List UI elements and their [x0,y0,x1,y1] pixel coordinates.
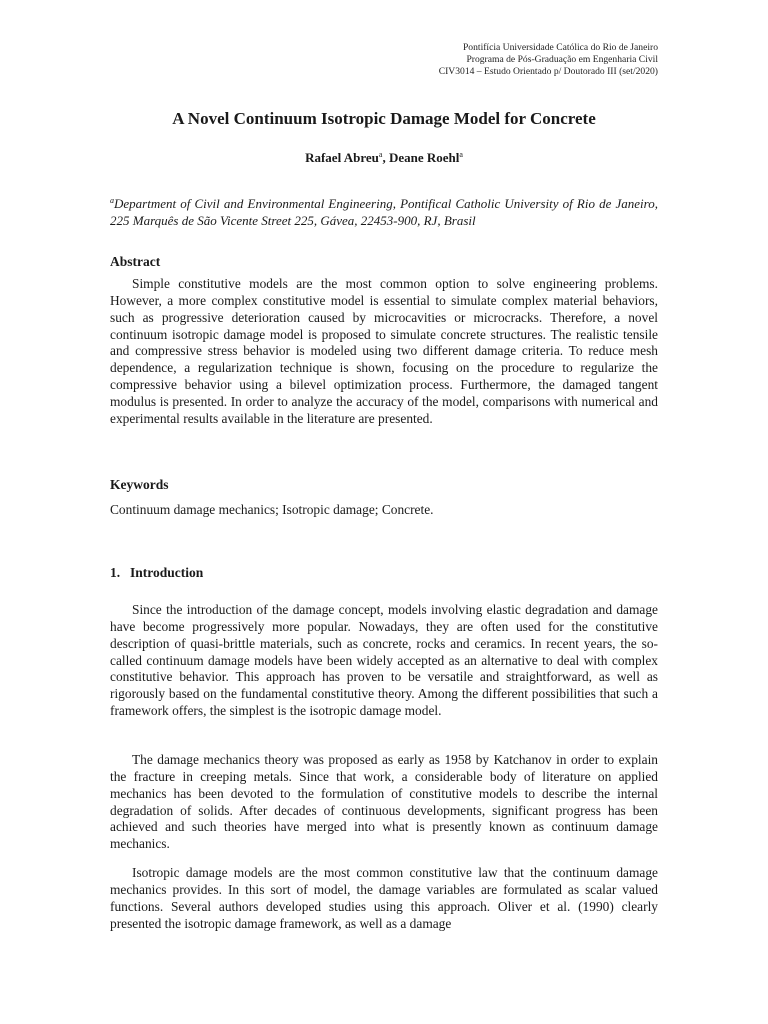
author-separator: , [382,150,389,165]
affiliation-text: Department of Civil and Environmental Engineering, Pontifical Catholic University of Rio de Janeiro, 225 Marquês de São Vicente Street 225, Gávea, 22453-900, RJ, Brasil [110,196,658,228]
affiliation-marker: a [459,150,463,159]
section-title: Introduction [130,565,204,580]
header-course: CIV3014 – Estudo Orientado p/ Doutorado III (set/2020) [438,66,658,77]
affiliation-marker: a [110,196,114,205]
institution-header [439,42,658,78]
abstract-heading: Abstract [110,254,161,269]
author-name: Rafael Abreu [305,150,379,165]
affiliation-marker: a [378,150,383,159]
intro-paragraph: Since the introduction of the damage concept, models involving elastic degradation and damage have become progressively more popular. Nowadays, they are often used for the constitutive description of quasi-brittle materials, such as concrete, rocks and ceramics. In recent years, the so-called continuum damage models have been widely accepted as an alternative to deal with complex constitutive behavior. This approach has proven to be versatile and straightforward, as well as rigorously based on the fundamental constitutive theory. Among the different possibilities that such a framework offers, the simplest is the isotropic damage model. [110,602,658,719]
author-name: Deane Roehl [388,150,460,165]
section-number: 1. [110,565,121,580]
intro-paragraph: The damage mechanics theory was proposed as early as 1958 by Katchanov in order to explain the fracture in creeping metals. Since that work, a considerable body of literature on applied mechanics has been devoted to the formulation of constitutive models to describe the internal degradation of solids. After decades of continuous developments, significant progress has been achieved and such theories have merged into what is presently known as continuum damage mechanics. [110,752,658,852]
paper-title: A Novel Continuum Isotropic Damage Model for Concrete [172,109,596,128]
keywords-heading: Keywords [110,477,169,492]
intro-paragraph: Isotropic damage models are the most common constitutive law that the continuum damage mechanics provides. In this sort of model, the damage variables are formulated as scalar valued functions. Several authors developed studies using this approach. Oliver et al. (1990) clearly presented the isotropic damage framework, as well as a damage [110,865,658,931]
keywords-text: Continuum damage mechanics; Isotropic damage; Concrete. [110,502,434,517]
header-university: Pontifícia Universidade Católica do Rio de Janeiro [462,42,658,53]
author-list [0,150,768,166]
header-program: Programa de Pós-Graduação em Engenharia Civil [466,54,658,65]
abstract-text: Simple constitutive models are the most common option to solve engineering problems. However, a more complex constitutive model is essential to simulate complex material behaviors, such as progressive deterioration caused by microcavities or microcracks. Therefore, a novel continuum isotropic damage model is proposed to simulate concrete structures. The realistic tensile and compressive stress behavior is modeled using two different damage criteria. To reduce mesh dependence, a regularization technique is shown, focusing on the procedure to regularize the compressive behavior using a bilevel optimization process. Furthermore, the damaged tangent modulus is presented. In order to analyze the accuracy of the model, comparisons with numerical and experimental results available in the literature are presented. [110,276,658,426]
section-heading-introduction [110,565,203,581]
affiliation [110,192,658,229]
